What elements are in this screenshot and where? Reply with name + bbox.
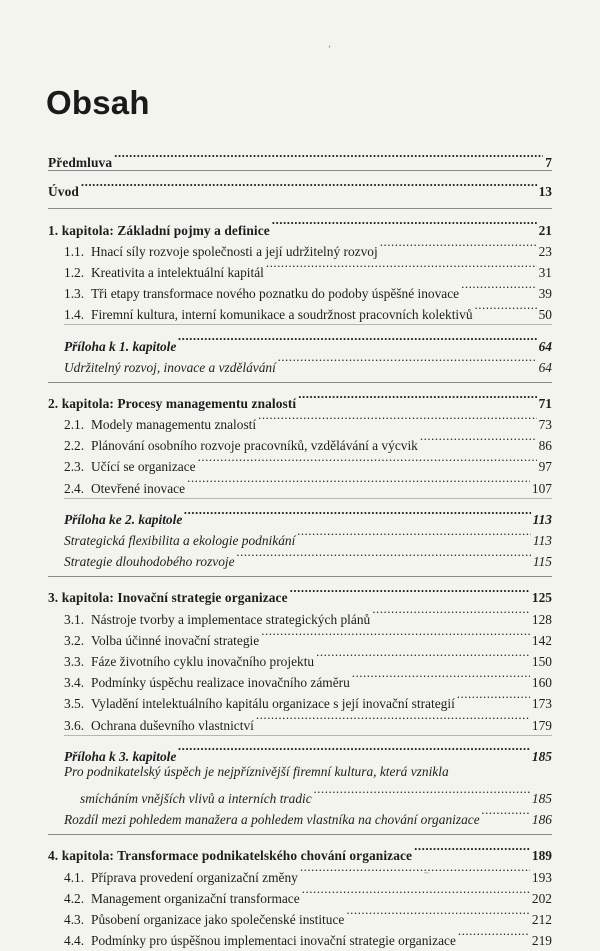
page-number: 73 xyxy=(538,417,552,433)
page-number: 113 xyxy=(532,533,552,548)
page-number: 97 xyxy=(538,459,552,475)
section-number: 2.1. xyxy=(64,417,85,433)
dot-leader xyxy=(272,213,537,234)
section-title: Otevřené inovace xyxy=(91,480,186,496)
dot-leader xyxy=(420,429,537,450)
dot-leader xyxy=(475,298,537,319)
dot-leader xyxy=(178,740,530,761)
section-number: 4.3. xyxy=(64,912,85,927)
dot-leader xyxy=(198,450,537,471)
section-entry-title xyxy=(64,630,259,651)
dot-leader xyxy=(302,882,530,903)
page-number: 125 xyxy=(531,590,552,606)
appendix-entry-title: Příloha ke 2. kapitole xyxy=(64,511,183,527)
chapter-block xyxy=(48,208,552,375)
front-entry xyxy=(48,146,552,171)
section-title: Firemní kultura, interní komunikace a soudržnost pracovních kolektivů xyxy=(91,307,473,323)
dot-leader xyxy=(314,782,530,803)
section-entry-title xyxy=(64,909,344,930)
page-number: 86 xyxy=(538,438,552,454)
section-title: Vyladění intelektuálního kapitálu organizace s její inovační strategií xyxy=(91,696,455,712)
chapter-entry-title: 3. kapitola: Inovační strategie organizace xyxy=(48,590,288,606)
page-number: 142 xyxy=(531,632,552,648)
page-number: 115 xyxy=(532,554,552,570)
section-entry-title xyxy=(64,672,350,693)
page-number: 64 xyxy=(538,338,552,354)
page-number: 193 xyxy=(531,869,552,885)
appendix-block xyxy=(64,324,552,375)
dot-leader xyxy=(256,708,530,729)
page-number: 71 xyxy=(538,395,552,411)
dot-leader xyxy=(278,351,537,372)
section-entry-title xyxy=(64,262,264,283)
section-number: 3.5. xyxy=(64,696,85,712)
page-number: 13 xyxy=(538,184,552,200)
page-number: 150 xyxy=(531,653,552,669)
section-entry-title xyxy=(64,283,459,304)
section-entry-title xyxy=(64,651,314,672)
section-number: 1.2. xyxy=(64,264,85,280)
chapter-entry-title: 2. kapitola: Procesy managementu znalostí xyxy=(48,395,297,411)
page-number: 23 xyxy=(538,243,552,259)
section-title: Fáze životního cyklu inovačního projektu xyxy=(91,653,315,669)
section-entry-title xyxy=(64,478,185,499)
dot-leader xyxy=(290,581,530,602)
page-number: 113 xyxy=(532,511,552,527)
appendix-entry xyxy=(64,329,552,354)
dot-leader xyxy=(266,256,537,277)
section-entry-title xyxy=(64,867,298,888)
page-number: 173 xyxy=(531,696,552,712)
section-number: 4.2. xyxy=(64,890,85,906)
page-number: 31 xyxy=(538,264,552,280)
dot-leader xyxy=(458,924,530,945)
front-entry-block xyxy=(48,146,552,171)
dot-leader xyxy=(352,666,530,687)
page-number: 219 xyxy=(531,933,552,949)
chapter-entry-title: 4. kapitola: Transformace podnikatelského chování organizace xyxy=(48,848,413,864)
dot-leader xyxy=(372,602,530,623)
section-number: 3.2. xyxy=(64,632,85,648)
dot-leader xyxy=(380,235,537,256)
chapter-block xyxy=(48,382,552,570)
section-number: 3.4. xyxy=(64,675,85,691)
front-entry-block xyxy=(48,170,552,200)
section-title: Modely managementu znalostí xyxy=(91,417,257,433)
section-number: 1.1. xyxy=(64,243,85,259)
section-title: Podmínky pro úspěšnou implementaci inovační strategie organizace xyxy=(91,933,456,949)
page-number: 160 xyxy=(531,675,552,691)
page-number: 21 xyxy=(538,222,552,238)
appendix-entry-title: Příloha k 1. kapitole xyxy=(64,338,177,354)
section-number: 3.1. xyxy=(64,611,85,627)
section-number: 4.1. xyxy=(64,869,85,885)
chapter-entry xyxy=(48,213,552,238)
dot-leader xyxy=(461,277,536,298)
section-title: Plánování osobního rozvoje pracovníků, vzdělávání a výcvik xyxy=(91,438,418,454)
page-number: 107 xyxy=(531,480,552,496)
section-title: Podmínky úspěchu realizace inovačního záměru xyxy=(91,675,350,691)
table-of-contents xyxy=(48,146,552,949)
appendix-block xyxy=(64,498,552,570)
section-entry-title xyxy=(64,930,456,951)
dot-leader xyxy=(316,645,530,666)
page-number: 179 xyxy=(531,717,552,733)
section-title: Hnací síly rozvoje společnosti a její udržitelný rozvoj xyxy=(91,243,378,259)
chapter-entry xyxy=(48,387,552,411)
appendix-item-title: Pro podnikatelský úspěch je nejpříznivější firemní kultura, která vznikla xyxy=(64,763,449,779)
chapter-entry xyxy=(48,581,552,606)
bottom-mark: ~ xyxy=(424,868,429,878)
chapter-block xyxy=(48,576,552,828)
page-number: 128 xyxy=(531,611,552,627)
appendix-item-continued-title: smícháním vnějších vlivů a interních tradic xyxy=(80,791,312,807)
front-entry xyxy=(48,175,552,200)
section-entry-title xyxy=(64,414,256,435)
dot-leader xyxy=(457,687,530,708)
appendix-entry xyxy=(64,503,552,527)
section-number: 3.3. xyxy=(64,653,85,669)
page-number: 50 xyxy=(538,307,552,323)
page-number: 189 xyxy=(531,848,552,864)
appendix-item xyxy=(64,761,552,782)
dot-leader xyxy=(298,387,536,408)
dot-leader xyxy=(297,524,531,545)
front-entry-title: Úvod xyxy=(48,184,79,200)
dot-leader xyxy=(261,624,530,645)
section-entry-title xyxy=(64,304,473,325)
dot-leader xyxy=(187,471,530,492)
page-mark: ’ xyxy=(328,44,331,54)
dot-leader xyxy=(114,146,543,167)
front-entry-title: Předmluva xyxy=(48,155,113,171)
section-number: 3.6. xyxy=(64,717,85,733)
appendix-entry-title: Příloha k 3. kapitole xyxy=(64,748,177,764)
dot-leader xyxy=(414,839,530,860)
section-entry-title xyxy=(64,456,196,477)
appendix-item-title: Udržitelný rozvoj, inovace a vzdělávání xyxy=(64,359,276,375)
appendix-item-title: Strategie dlouhodobého rozvoje xyxy=(64,554,235,570)
section-number: 1.3. xyxy=(64,286,85,302)
page-number: 7 xyxy=(545,155,552,171)
chapter-entry xyxy=(48,839,552,864)
dot-leader xyxy=(482,803,530,824)
dot-leader xyxy=(184,503,530,524)
dot-leader xyxy=(81,175,537,196)
dot-leader xyxy=(178,329,536,350)
page-number: 64 xyxy=(538,359,552,375)
appendix-item-title: Rozdíl mezi pohledem manažera a pohledem vlastníka na chování organizace xyxy=(64,812,480,828)
section-number: 2.4. xyxy=(64,480,85,496)
section-title: Management organizační transformace xyxy=(91,890,300,906)
section-title: Kreativita a intelektuální kapitál xyxy=(91,264,264,280)
section-title: Nástroje tvorby a implementace strategických plánů xyxy=(91,611,371,627)
appendix-block xyxy=(64,735,552,828)
section-number: 4.4. xyxy=(64,933,85,949)
section-entry-title xyxy=(64,715,254,736)
page-number: 39 xyxy=(538,286,552,302)
page-number: 202 xyxy=(531,890,552,906)
appendix-item-continued xyxy=(64,782,552,807)
section-title: Ochrana duševního vlastnictví xyxy=(91,717,254,733)
page-number: 186 xyxy=(531,812,552,828)
section-number: 1.4. xyxy=(64,307,85,323)
page-title: Obsah xyxy=(46,84,150,121)
dot-leader xyxy=(258,408,537,429)
section-number: 2.3. xyxy=(64,459,85,475)
page-number: 185 xyxy=(531,748,552,764)
page-number: 212 xyxy=(531,912,552,927)
section-title: Působení organizace jako společenské instituce xyxy=(91,912,345,927)
appendix-item-title: Strategická flexibilita a ekologie podnikání xyxy=(64,533,296,548)
section-title: Volba účinné inovační strategie xyxy=(91,632,260,648)
dot-leader xyxy=(300,860,530,881)
chapter-entry-title: 1. kapitola: Základní pojmy a definice xyxy=(48,222,270,238)
section-entry-title xyxy=(64,888,300,909)
page-number: 185 xyxy=(531,791,552,807)
dot-leader xyxy=(346,903,530,924)
section-title: Příprava provedení organizační změny xyxy=(91,869,298,885)
section-title: Učící se organizace xyxy=(91,459,196,475)
appendix-entry xyxy=(64,740,552,764)
section-number: 2.2. xyxy=(64,438,85,454)
section-title: Tři etapy transformace nového poznatku do podoby úspěšné inovace xyxy=(91,286,460,302)
dot-leader xyxy=(237,545,531,566)
